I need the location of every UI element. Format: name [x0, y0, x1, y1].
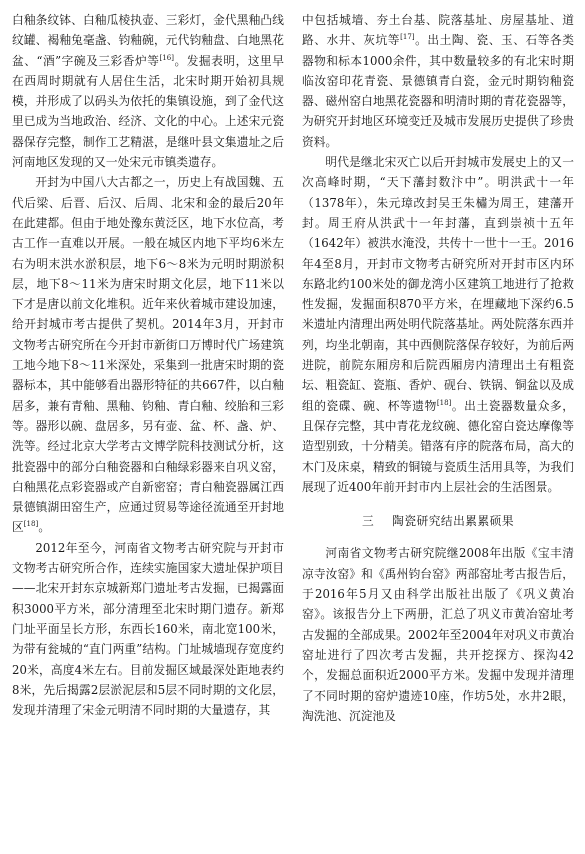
- paragraph-text: 白釉条纹钵、白釉瓜棱执壶、三彩灯，金代黑釉凸线纹罐、褐釉兔毫盏、钧釉碗，元代钧釉盘、白地黑花盆、“酒”字碗及三彩香炉等: [12, 13, 284, 68]
- paragraph: [302, 10, 574, 152]
- citation: [18]: [23, 520, 39, 529]
- citation: [16]: [159, 53, 175, 62]
- paragraph: 2012年至今，河南省文物考古研究院与开封市文物考古研究所合作，连续实施国家大遗址保护项目——北宋开封东京城新郑门遗址考古发掘，已揭露面积3000平方米，部分清理至北宋时期门遗存。新郑门址平面呈长方形，东西长160米，南北宽100米，为带有瓮城的“直门两重”结构。门址城墙现存宽度约20米，高度4米左右。目前发掘区域最深处距地表约8米，先后揭露2层淤泥层和5层不同时期的文化层，发现并清理了宋金元明清不同时期的大量遗存，其: [12, 540, 284, 718]
- paragraph-text: 。: [38, 520, 51, 535]
- paragraph-text: 开封为中国八大古都之一，历史上有战国魏、五代后梁、后晋、后汉、后周、北宋和金的最后20年在此建都。但由于地处豫东黄泛区，地下水位高，考古工作一直难以开展。一般在城区内地下平均6米左右为明末洪水淤积层，地下6～8米为元明时期淤积层，地下8～11米为唐宋时期文化层，地下11米以下才是唐以前文化堆积。近年来伙着城市建设加速，给开封城市考古提供了契机。2014年3月，开封市文物考古研究所在今开封市新街口万博时代广场建筑工地今地下8～11米深处，采集到一批唐宋时期的瓷器标本，其中能够看出器形特征的共667件，以白釉居多，兼有青釉、黑釉、钧釉、青白釉、绞胎和三彩等。器形以碗、盘居多，另有壶、盆、杯、盏、炉、洗等。经过北京大学考古文博学院科技测试分析，这批瓷器中的部分白釉瓷器和白釉绿彩器来自巩义窑，白釉黑花点彩瓷器或产自新密窑；青白釉瓷器属江西景德镇湖田窑生产，应通过贸易等途径流通至开封地区: [12, 175, 284, 535]
- paragraph: [12, 172, 284, 537]
- citation: [18]: [436, 398, 452, 407]
- section-number: 三: [361, 514, 375, 529]
- left-column: [12, 10, 284, 720]
- paragraph-text: 中包括城墙、夯土台基、院落基址、房屋基址、道路、水井、灰坑等: [302, 13, 574, 48]
- paragraph-text: 。发掘表明，这里早在西周时期就有人居住生活，北宋时期开始初具规模，并形成了以码头为依托的集镇设施，到了金代这里已成为当地政治、经济、文化的中心。上述宋元瓷器保存完整，制作工艺精湛，是继叶县文集遗址之后河南地区发现的又一处宋元市镇类遗存。: [12, 53, 284, 170]
- paragraph: [302, 152, 574, 497]
- citation: [17]: [400, 33, 415, 42]
- section-heading: [302, 511, 574, 531]
- section-title: 陶瓷研究结出累累硕果: [392, 514, 515, 529]
- paragraph: 河南省文物考古研究院继2008年出版《宝丰清凉寺汝窑》和《禹州钧台窑》两部窑址考古报告后，于2016年5月又由科学出版社出版了《巩义黄冶窑》。该报告分上下两册，汇总了巩义市黄冶窑址考古发掘的全部成果。2002年至2004年对巩义市黄冶窑址进行了四次考古发掘，共开挖探方、探沟42个，发掘总面积近2000平方米。发掘中发现并清理了不同时期的窑炉遗迹10座，作坊5处，水井2眼，淘洗池、沉淀池及: [302, 546, 574, 723]
- paragraph-text: 明代是继北宋灭亡以后开封城市发展史上的又一次高峰时期，“天下藩封数汴中”。明洪武十一年（1378年），朱元璋改封吴王朱橚为周王，建藩开封。周王府从洪武十一年封藩，直到崇祯十五年（1642年）被洪水淹没，共传十一世十一王。2016年4至8月，开封市文物考古研究所对开封市区内环东路北约100米处的御龙湾小区建筑工地进行了抢救性发掘，发掘面积870平方米，在埋藏地下深约6.5米遗址内清理出两处明代院落基址。两处院落东西并列，均坐北朝南，其中西侧院落保存较好，为前后两进院，前院东厢房和后院西厢房内清理出土有粗瓷坛、粗瓷缸、瓷瓶、香炉、砚台、铁锅、铜盆以及成组的瓷碟、碗、杯等遗物: [302, 155, 574, 413]
- paragraph-text: 。出土陶、瓷、玉、石等各类器物和标本1000余件，其中数量较多的有北宋时期临汝窑印花青瓷、景德镇青白瓷，金元时期钧釉瓷器、磁州窑白地黑花瓷器和明清时期的青花瓷器等，为研究开封地区环境变迁及城市发展历史提供了珍贵资料。: [302, 33, 574, 149]
- paragraph: [12, 10, 284, 172]
- paragraph-text: 。出土瓷器数量众多，且保存完整，其中青花龙纹碗、德化窑白瓷达摩像等造型别致，十分精美。错落有序的院落布局，高大的木门及床桌，精致的铜镜与瓷质生活用具等，为我们展现了近400年前开封市内上层社会的生活图景。: [302, 398, 574, 494]
- right-column: [302, 10, 574, 726]
